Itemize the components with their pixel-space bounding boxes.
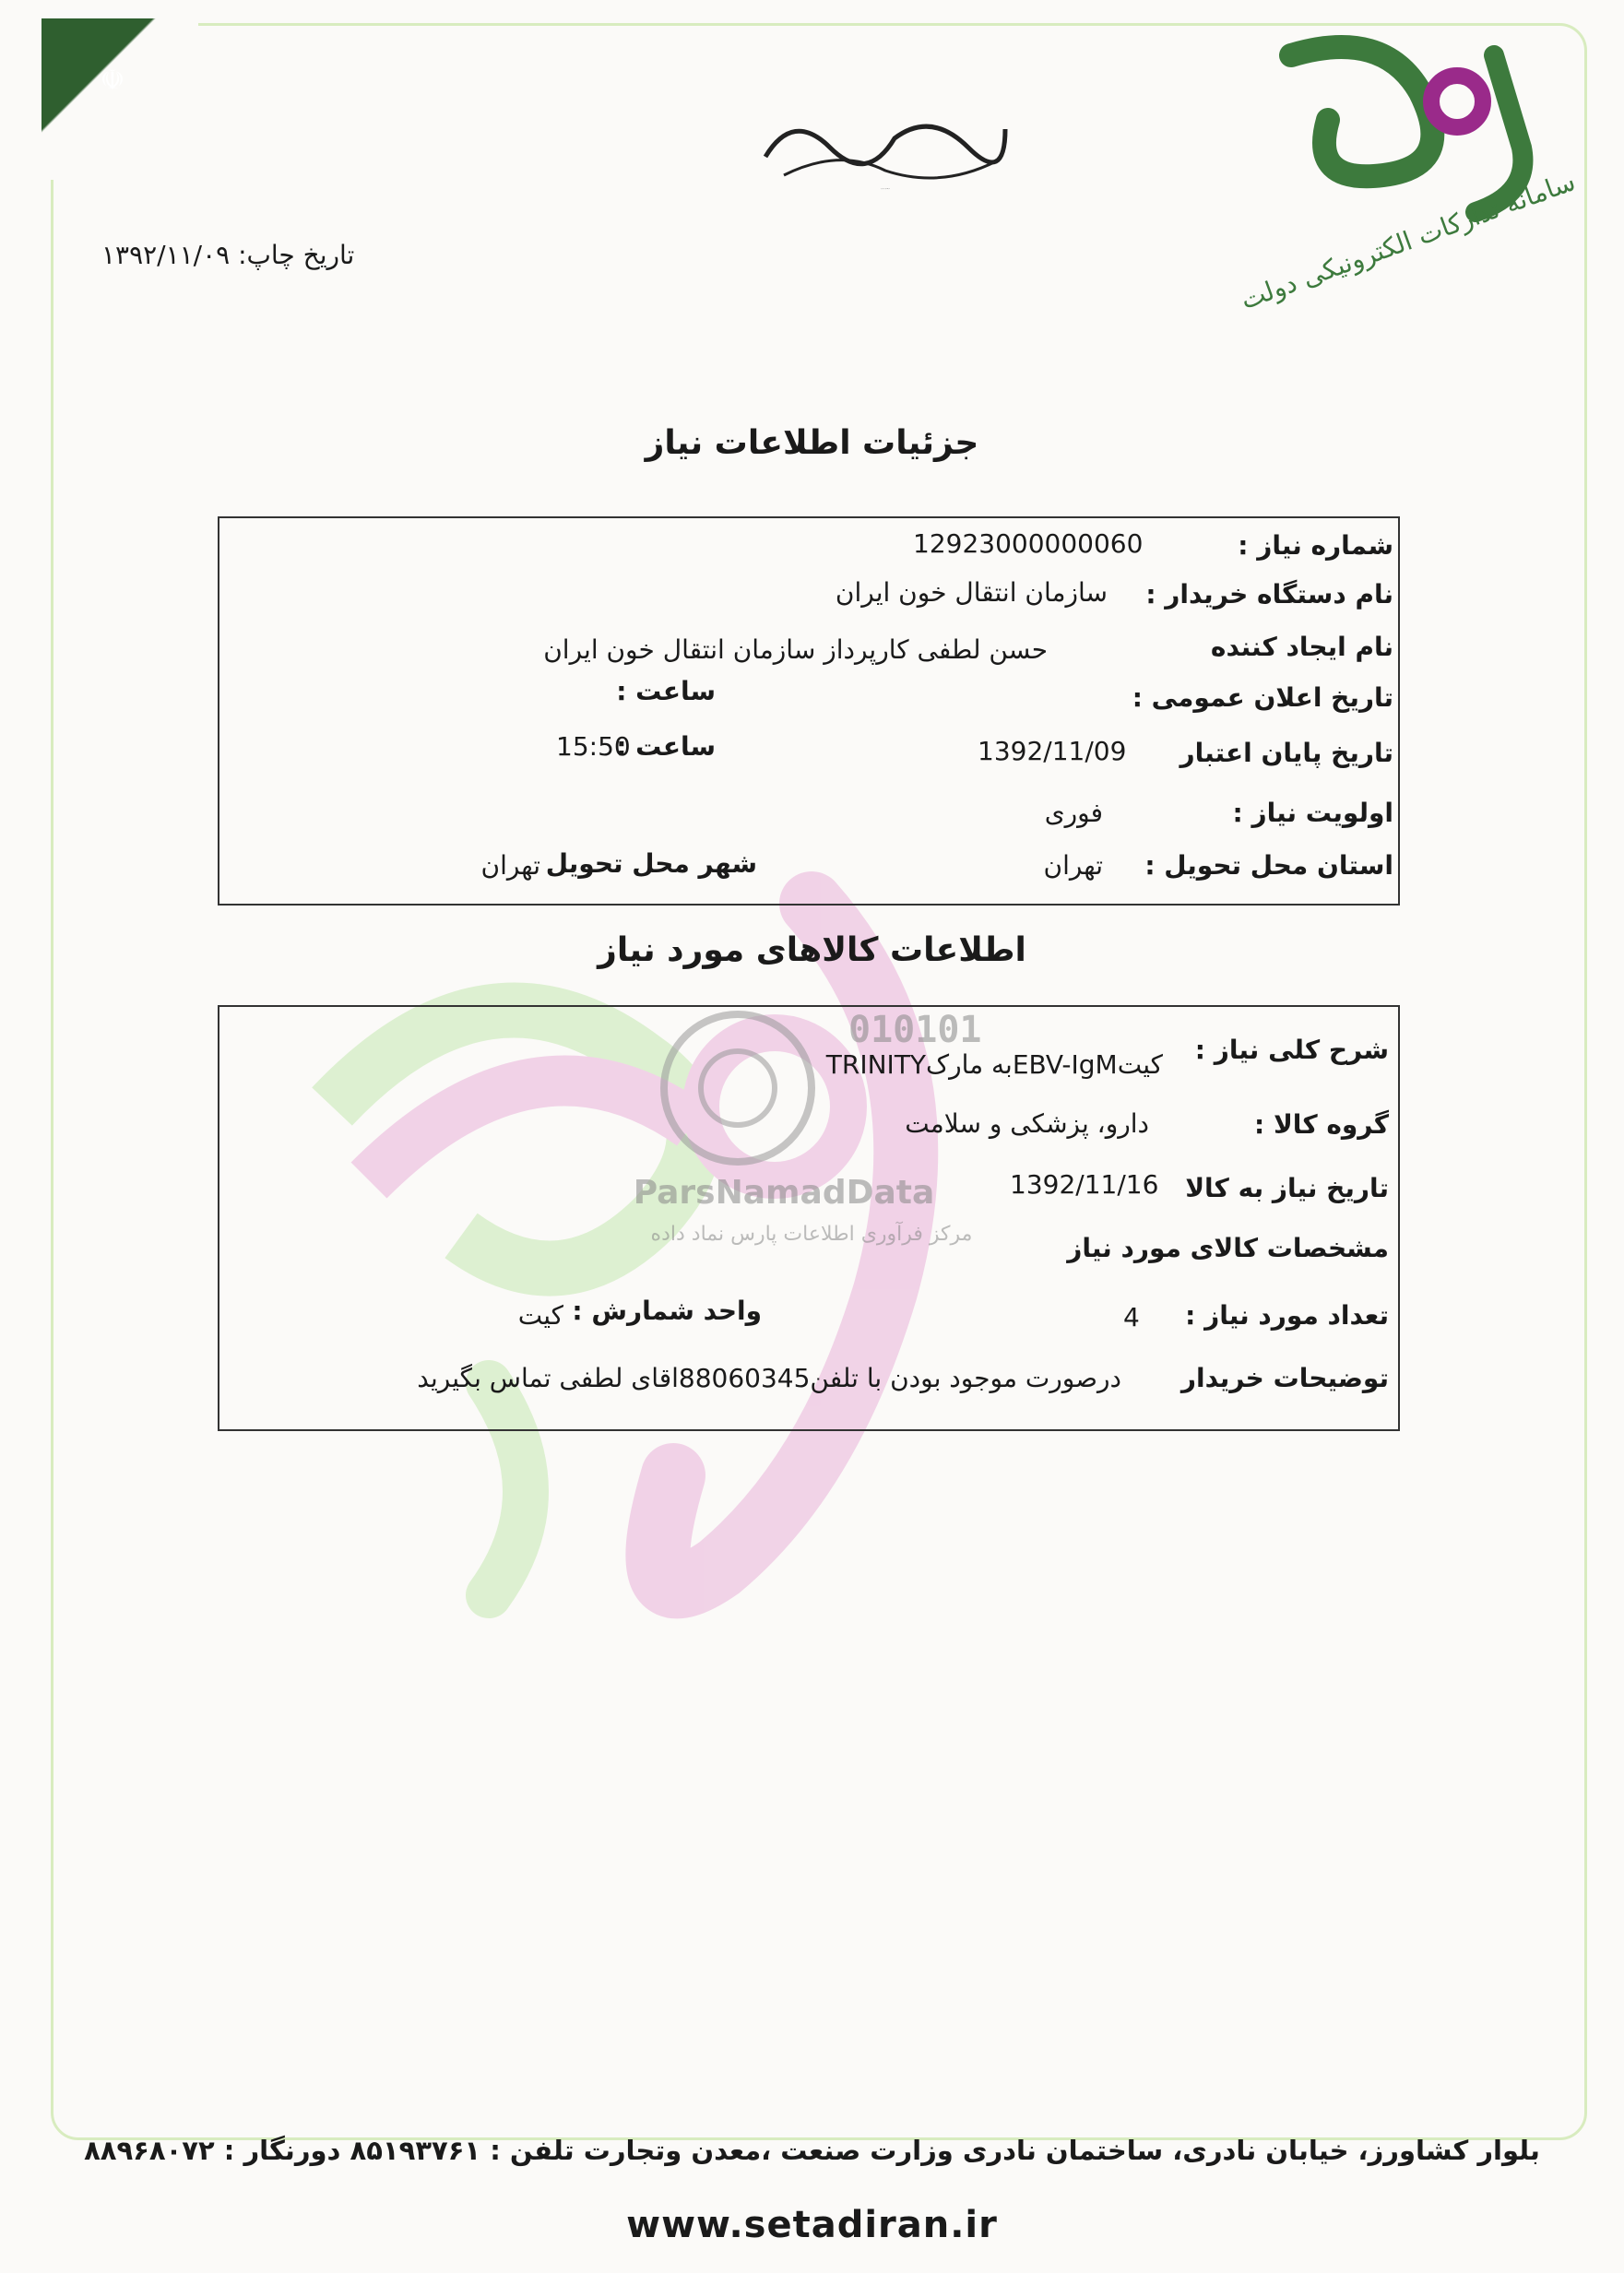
need-date-label: تاریخ نیاز به کالا [1185,1173,1389,1203]
creator-label: نام ایجاد کننده [1210,632,1393,662]
priority-label: اولویت نیاز : [1232,798,1393,828]
stamp-digits: 010101 [848,1009,982,1051]
city-value: تهران [480,850,540,881]
unit-value: کیت [517,1300,563,1331]
expiry-date-label: تاریخ پایان اعتبار [1179,738,1393,768]
buyer-value: سازمان انتقال خون ایران [835,577,1108,608]
section-title-need-details: جزئیات اطلاعات نیاز [645,424,979,462]
expiry-time-value: 15:50 [556,731,631,762]
basmala-calligraphy [756,92,1014,194]
priority-value: فوری [1044,798,1103,828]
expiry-time-label: ساعت : [616,731,716,762]
creator-value: حسن لطفی کارپرداز سازمان انتقال خون ایران [543,634,1048,665]
setad-logo [1237,37,1580,341]
buyer-notes-value: درصورت موجود بودن با تلفن88060345اقای لطفی تماس بگیرید [417,1363,1121,1393]
announce-date-label: تاریخ اعلان عمومی : [1132,682,1393,713]
province-value: تهران [1043,850,1103,881]
unit-label: واحد شمارش : [572,1296,762,1326]
need-number-label: شماره نیاز : [1238,530,1393,561]
logo-text: سامانه تدارکات الکترونیکی دولت [1237,166,1580,316]
need-date-value: 1392/11/16 [1010,1169,1159,1200]
stamp-subtitle: مرکز فرآوری اطلاعات پارس نماد داده [650,1223,973,1246]
goods-group-label: گروه کالا : [1254,1109,1389,1140]
need-number-value: 12923000000060 [913,528,1144,559]
national-emblem-icon: ☫ [100,65,125,97]
announce-time-label: ساعت : [616,676,716,706]
section-title-goods: اطلاعات کالاهای مورد نیاز [598,931,1026,969]
expiry-date-value: 1392/11/09 [978,736,1127,766]
goods-specs-label: مشخصات کالای مورد نیاز [1067,1233,1389,1263]
print-date: تاریخ چاپ: ۱۳۹۲/۱۱/۰۹ [101,240,355,270]
flag-corner [41,18,198,180]
goods-group-value: دارو، پزشکی و سلامت [905,1108,1149,1139]
footer-website-link[interactable]: www.setadiran.ir [626,2204,998,2246]
quantity-value: 4 [1123,1302,1140,1332]
basmala-text: بسم الله الرحمن الرحیم [880,189,891,190]
stamp-brand: ParsNamadData [633,1174,935,1212]
city-label: شهر محل تحویل [545,848,757,879]
goods-desc-value: کیتEBV-IgMبه مارکTRINITY [825,1049,1163,1080]
buyer-notes-label: توضیحات خریدار [1180,1363,1389,1393]
quantity-label: تعداد مورد نیاز : [1185,1300,1389,1331]
buyer-label: نام دستگاه خریدار : [1145,579,1393,610]
footer-address: بلوار کشاورز، خیابان نادری، ساختمان نادری وزارت صنعت ،معدن وتجارت تلفن : ۸۵۱۹۳۷۶۱ دورنگار : ۸۸۹۶۸۰۷۲ [84,2135,1540,2166]
goods-desc-label: شرح کلی نیاز : [1194,1035,1389,1065]
province-label: استان محل تحویل : [1144,850,1393,881]
